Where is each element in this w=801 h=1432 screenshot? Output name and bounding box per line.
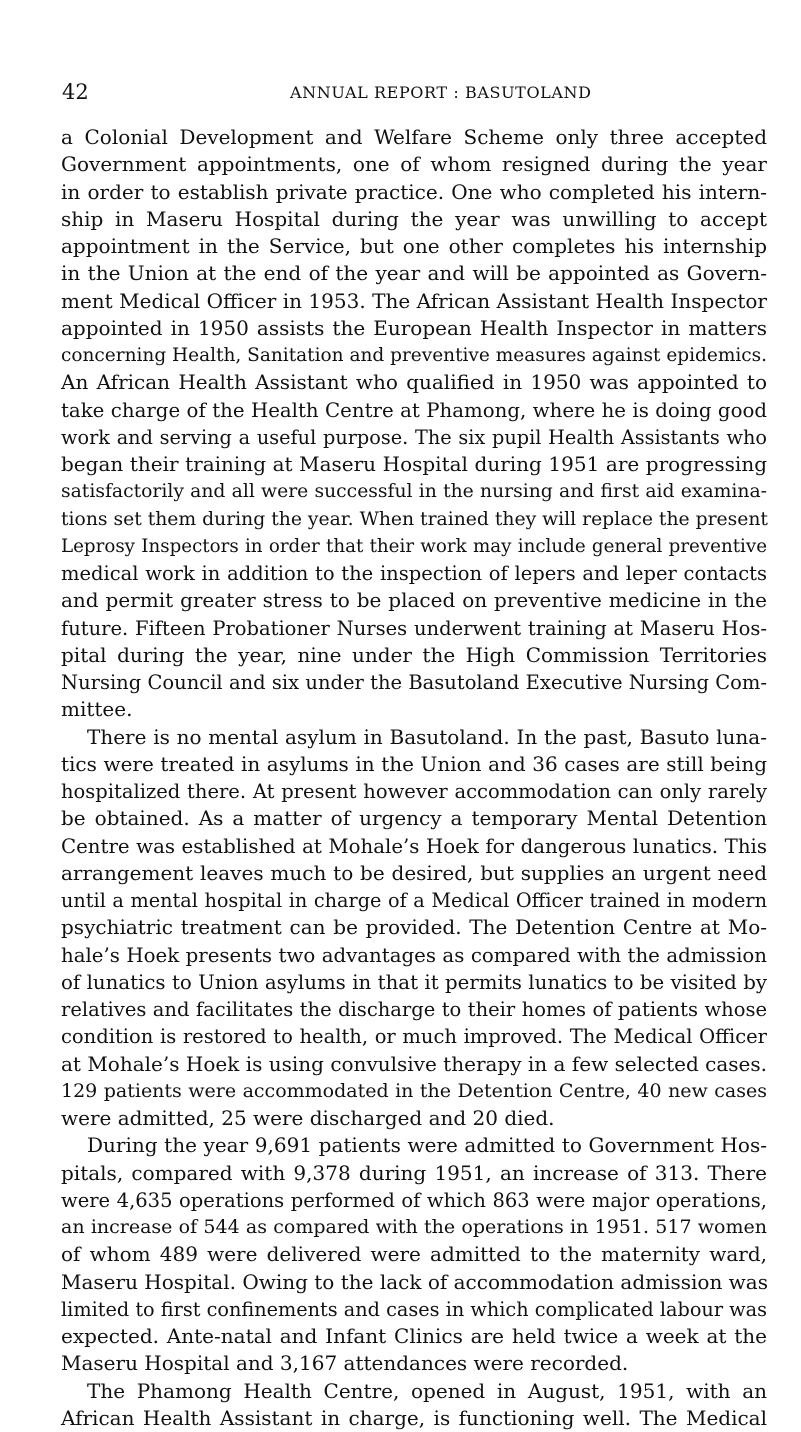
text-line: in the Union at the end of the year and will be appointed as Govern- (61, 261, 767, 286)
text-line: of lunatics to Union asylums in that it permits lunatics to be visited by (61, 970, 767, 994)
text-line: Centre was established at Mohale’s Hoek for dangerous lunatics. This (61, 834, 767, 858)
text-line: Leprosy Inspectors in order that their work may include general preventive (61, 535, 767, 557)
text-line: satisfactorily and all were successful in the nursing and first aid examina- (61, 481, 767, 503)
text-line: limited to first confinements and cases in which complicated labour was (61, 1297, 767, 1321)
text-line: were admitted, 25 were discharged and 20 died. (61, 1106, 555, 1130)
text-line: relatives and facilitates the discharge to their homes of patients whose (61, 998, 767, 1021)
paragraph-start: The Phamong Health Centre, opened in August, 1951, with an (87, 1378, 767, 1403)
text-line: began their training at Maseru Hospital during 1951 are progressing (61, 452, 767, 476)
text-line: medical work in addition to the inspection of lepers and leper contacts (61, 562, 767, 585)
text-line: hale’s Hoek presents two advantages as compared with the admission (61, 943, 767, 967)
body-text (61, 124, 767, 1432)
text-line: Nursing Council and six under the Basutoland Executive Nursing Com- (61, 671, 767, 694)
text-line: a Colonial Development and Welfare Scheme only three accepted (61, 125, 767, 149)
text-line: an increase of 544 as compared with the operations in 1951. 517 women (61, 1216, 767, 1238)
text-line: be obtained. As a matter of urgency a temporary Mental Detention (61, 806, 767, 831)
text-line: arrangement leaves much to be desired, but supplies an urgent need (61, 860, 767, 885)
paragraph-start: There is no mental asylum in Basutoland. In the past, Basuto luna- (87, 724, 767, 749)
text-line: tions set them during the year. When trained they will replace the present (61, 508, 768, 530)
text-line: ship in Maseru Hospital during the year was unwilling to accept (61, 206, 767, 231)
text-line: African Health Assistant in charge, is functioning well. The Medical (61, 1405, 767, 1430)
text-line: hospitalized there. At present however accommodation can only rarely (61, 780, 767, 803)
text-line: Maseru Hospital and 3,167 attendances were recorded. (61, 1351, 629, 1376)
text-line: pitals, compared with 9,378 during 1951, an increase of 313. There (61, 1160, 767, 1185)
text-line: work and serving a useful purpose. The six pupil Health Assistants who (61, 425, 767, 449)
text-line: take charge of the Health Centre at Phamong, where he is doing good (61, 398, 767, 422)
running-head: ANNUAL REPORT : BASUTOLAND (290, 83, 592, 102)
text-line: concerning Health, Sanitation and preventive measures against epidemics. (61, 345, 768, 366)
text-line: pital during the year, nine under the High Commission Territories (61, 642, 767, 667)
text-line: ment Medical Officer in 1953. The African Assistant Health Inspector (61, 288, 767, 313)
text-line: appointed in 1950 assists the European Health Inspector in matters (61, 315, 767, 340)
text-line: and permit greater stress to be placed on preventive medicine in the (61, 588, 767, 613)
text-line: future. Fifteen Probationer Nurses underwent training at Maseru Hos- (61, 616, 767, 640)
text-line: Government appointments, one of whom resigned during the year (61, 152, 767, 177)
paragraph-start: During the year 9,691 patients were admitted to Government Hos- (87, 1133, 767, 1158)
text-line: at Mohale’s Hoek is using convulsive therapy in a few selected cases. (61, 1051, 767, 1076)
text-line: of whom 489 were delivered were admitted to the maternity ward, (61, 1242, 767, 1267)
text-line: 129 patients were accommodated in the Detention Centre, 40 new cases (61, 1079, 767, 1102)
text-line: until a mental hospital in charge of a Medical Officer trained in modern (61, 889, 767, 912)
text-line: were 4,635 operations performed of which 863 were major operations, (61, 1188, 767, 1212)
page-number: 42 (62, 80, 89, 104)
text-line: condition is restored to health, or much improved. The Medical Officer (61, 1025, 767, 1049)
text-line: tics were treated in asylums in the Union and 36 cases are still being (61, 751, 767, 776)
text-line: mittee. (61, 697, 133, 722)
text-line: appointment in the Service, but one other completes his internship (61, 234, 767, 258)
text-line: psychiatric treatment can be provided. The Detention Centre at Mo- (61, 915, 767, 940)
text-line: expected. Ante-natal and Infant Clinics are held twice a week at the (61, 1324, 767, 1348)
page-header (0, 77, 801, 107)
text-line: in order to establish private practice. One who completed his intern- (61, 179, 767, 204)
text-line: An African Health Assistant who qualified in 1950 was appointed to (61, 370, 767, 395)
text-line: Maseru Hospital. Owing to the lack of accommodation admission was (61, 1269, 768, 1294)
